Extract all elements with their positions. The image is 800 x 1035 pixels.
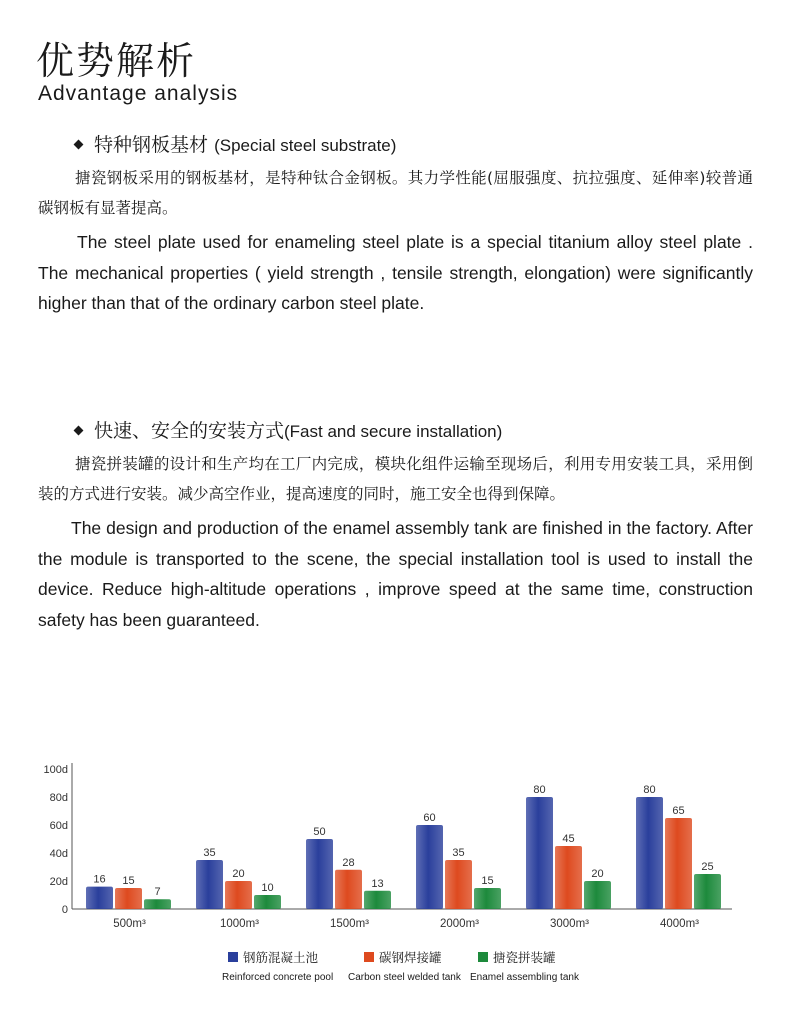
section-heading bbox=[75, 130, 753, 157]
bar-value-label: 28 bbox=[342, 856, 355, 869]
bar bbox=[665, 818, 692, 909]
legend-swatch bbox=[478, 952, 488, 962]
section-heading bbox=[75, 416, 753, 443]
bar bbox=[584, 881, 611, 909]
bar-value-label: 65 bbox=[672, 805, 685, 817]
legend-item-enamel bbox=[470, 948, 579, 983]
legend-swatch bbox=[228, 952, 238, 962]
bar bbox=[474, 888, 501, 909]
bar-value-label: 20 bbox=[591, 868, 604, 880]
bar bbox=[636, 797, 663, 909]
bar bbox=[144, 899, 171, 909]
bar-value-label: 10 bbox=[261, 882, 274, 894]
bar-value-label: 16 bbox=[93, 873, 106, 886]
bar-value-label: 45 bbox=[562, 833, 575, 845]
bar-value-label: 15 bbox=[122, 875, 135, 887]
legend-label-en: Enamel assembling tank bbox=[470, 972, 579, 983]
bar-value-label: 15 bbox=[481, 875, 494, 887]
legend-label-en: Carbon steel welded tank bbox=[348, 972, 461, 983]
bar-value-label: 7 bbox=[154, 886, 161, 899]
legend-swatch bbox=[364, 952, 374, 962]
page-title-en: Advantage analysis bbox=[38, 82, 239, 105]
legend-label-cn: 碳钢焊接罐 bbox=[379, 950, 442, 965]
paragraph-cn: 搪瓷钢板采用的钢板基材，是特种钛合金钢板。其力学性能(屈服强度、抗拉强度、延伸率)较普通碳钢板有显著提高。 bbox=[38, 169, 753, 217]
y-tick-label: 40d bbox=[49, 848, 68, 860]
bar bbox=[335, 870, 362, 909]
bar-value-label: 35 bbox=[452, 847, 465, 859]
page-title-cn: 优势解析 bbox=[36, 39, 197, 83]
bar-value-label: 20 bbox=[232, 868, 245, 880]
x-tick-label: 1500m³ bbox=[330, 918, 369, 930]
heading-cn: 特种钢板基材 bbox=[94, 134, 209, 156]
bar bbox=[115, 888, 142, 909]
diamond-bullet-icon bbox=[74, 426, 84, 436]
heading-en: (Fast and secure installation) bbox=[284, 422, 503, 441]
paragraph-cn: 搪瓷拼装罐的设计和生产均在工厂内完成，模块化组件运输至现场后，利用专用安装工具，采用倒装的方式进行安装。减少高空作业，提高速度的同时，施工安全也得到保障。 bbox=[38, 455, 753, 503]
bar-value-label: 80 bbox=[533, 784, 546, 796]
x-tick-label: 3000m³ bbox=[550, 918, 589, 930]
section-fast-installation bbox=[38, 416, 753, 635]
legend-label-cn: 钢筋混凝土池 bbox=[243, 950, 319, 965]
bar bbox=[416, 825, 443, 909]
bar-value-label: 80 bbox=[643, 784, 656, 796]
bar bbox=[86, 887, 113, 909]
y-tick-label: 20d bbox=[49, 876, 68, 888]
bar-value-label: 25 bbox=[701, 861, 714, 873]
bar-value-label: 60 bbox=[423, 812, 436, 824]
legend-item-carbon-steel bbox=[348, 948, 461, 983]
bar bbox=[555, 846, 582, 909]
heading-cn: 快速、安全的安装方式 bbox=[94, 420, 285, 442]
bar-chart bbox=[30, 752, 750, 942]
x-tick-label: 4000m³ bbox=[660, 918, 699, 930]
bar bbox=[526, 797, 553, 909]
legend-label-cn: 搪瓷拼装罐 bbox=[493, 950, 556, 965]
bar-value-label: 50 bbox=[313, 826, 326, 838]
diamond-bullet-icon bbox=[74, 140, 84, 150]
legend-item-concrete bbox=[222, 948, 334, 983]
paragraph-en: The steel plate used for enameling steel plate is a special titanium alloy steel plate . The mechanical properties ( yield strength , tensile strength, elongation) were significantly higher than that of the ordinary carbon steel plate. bbox=[38, 232, 753, 313]
heading-en: (Special steel substrate) bbox=[214, 136, 397, 155]
bar bbox=[364, 891, 391, 909]
y-tick-label: 100d bbox=[43, 764, 68, 776]
paragraph-en: The design and production of the enamel assembly tank are finished in the factory. After the module is transported to the scene, the special installation tool is used to install the device. Reduce high-altitude operations , improve speed at the same time, construction safety has been guaranteed. bbox=[38, 518, 753, 630]
bar-value-label: 35 bbox=[203, 847, 216, 859]
bar bbox=[694, 874, 721, 909]
legend-label-en: Reinforced concrete pool bbox=[222, 972, 334, 983]
y-tick-label: 0 bbox=[61, 904, 68, 916]
x-tick-label: 2000m³ bbox=[440, 918, 479, 930]
section-special-steel bbox=[38, 130, 753, 319]
x-tick-label: 1000m³ bbox=[220, 918, 259, 930]
y-tick-label: 60d bbox=[49, 820, 68, 832]
bar bbox=[306, 839, 333, 909]
bar bbox=[254, 895, 281, 909]
x-tick-label: 500m³ bbox=[113, 918, 146, 930]
bar-value-label: 13 bbox=[371, 877, 384, 890]
bar bbox=[225, 881, 252, 909]
y-tick-label: 80d bbox=[49, 792, 68, 804]
bar bbox=[445, 860, 472, 909]
bar bbox=[196, 860, 223, 909]
